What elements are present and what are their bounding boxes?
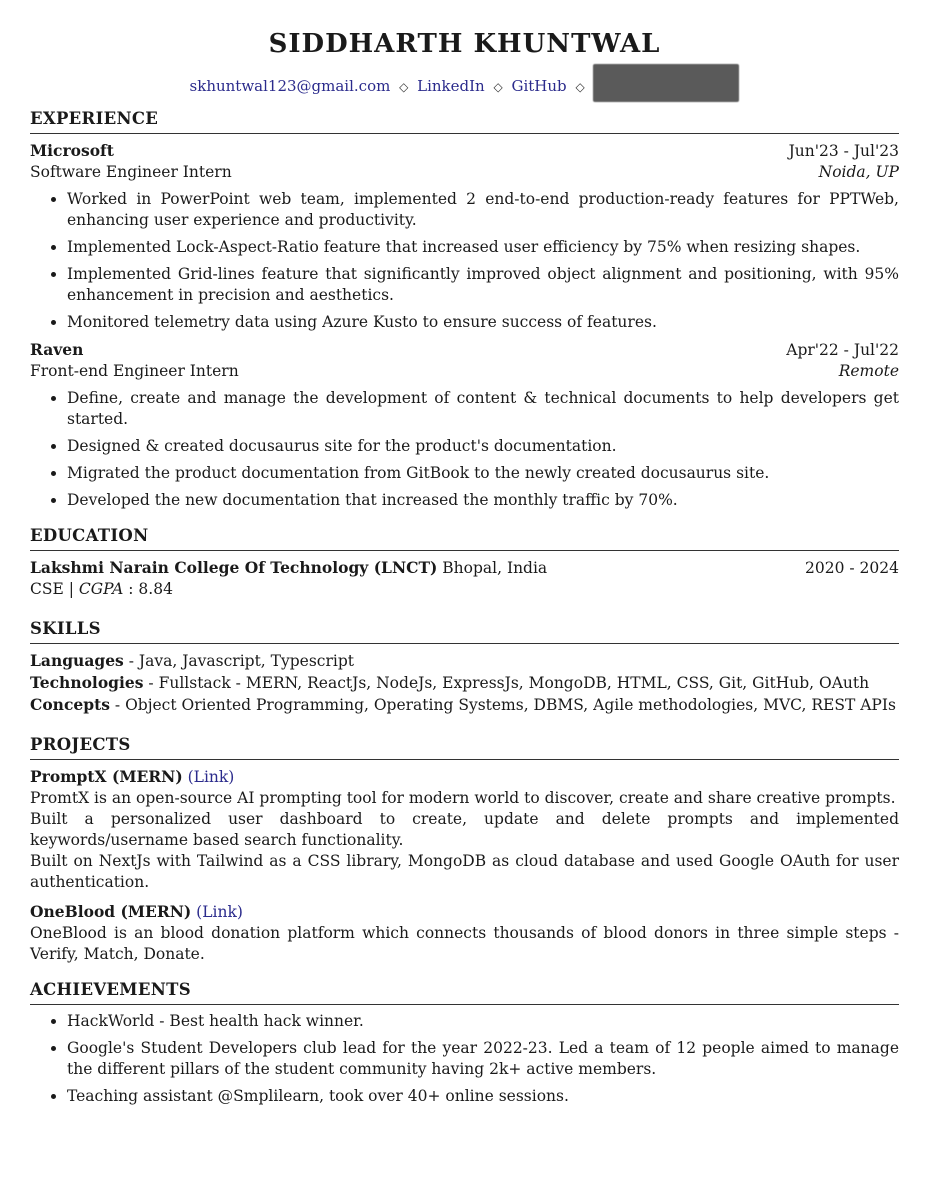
education-branch: CSE | bbox=[30, 580, 74, 598]
project-link[interactable]: (Link) bbox=[187, 768, 235, 786]
linkedin-link[interactable]: LinkedIn bbox=[417, 77, 485, 95]
list-item: • Define, create and manage the development of content & technical documents to help developers get started. bbox=[67, 388, 899, 430]
cgpa-label: CGPA bbox=[78, 580, 124, 598]
skills-section bbox=[30, 618, 899, 716]
skill-value: - Java, Javascript, Typescript bbox=[128, 652, 355, 670]
project-line: Built on NextJs with Tailwind as a CSS library, MongoDB as cloud database and used Google OAuth for user authentication. bbox=[30, 852, 899, 891]
skill-value: - Object Oriented Programming, Operating Systems, DBMS, Agile methodologies, MVC, REST APIs bbox=[114, 696, 896, 714]
list-item: • Google's Student Developers club lead for the year 2022-23. Led a team of 12 people aimed to manage the different pillars of the student community having 2k+ active members. bbox=[67, 1038, 899, 1080]
job-dates: Jun'23 - Jul'23 bbox=[788, 142, 899, 160]
job-location: Noida, UP bbox=[818, 163, 899, 181]
project-line: OneBlood is an blood donation platform which connects thousands of blood donors in three simple steps - Verify, Match, Donate. bbox=[30, 924, 899, 963]
cgpa-value: : 8.84 bbox=[128, 580, 173, 598]
list-item: • Monitored telemetry data using Azure Kusto to ensure success of features. bbox=[67, 312, 899, 333]
project-link[interactable]: (Link) bbox=[196, 903, 243, 921]
project-promptx bbox=[30, 766, 899, 893]
job-role: Software Engineer Intern bbox=[30, 163, 232, 181]
job-role: Front-end Engineer Intern bbox=[30, 362, 239, 380]
job-bullets bbox=[30, 388, 899, 511]
email-link[interactable]: skhuntwal123@gmail.com bbox=[189, 77, 391, 95]
list-item: • Implemented Grid-lines feature that significantly improved object alignment and positioning, with 95% enhancement in precision and aesthetics. bbox=[67, 264, 899, 306]
project-title: OneBlood (MERN) bbox=[30, 902, 192, 921]
education-dates: 2020 - 2024 bbox=[805, 559, 899, 577]
project-oneblood bbox=[30, 901, 899, 965]
project-title: PromptX (MERN) bbox=[30, 767, 183, 786]
list-item: • Developed the new documentation that increased the monthly traffic by 70%. bbox=[67, 490, 899, 511]
list-item: • Migrated the product documentation from GitBook to the newly created docusaurus site. bbox=[67, 463, 899, 484]
project-line: Built a personalized user dashboard to create, update and delete prompts and implemented keywords/username based search functionality. bbox=[30, 810, 899, 849]
experience-heading: EXPERIENCE bbox=[30, 108, 899, 134]
job-company: Raven bbox=[30, 340, 84, 359]
candidate-name: SIDDHARTH KHUNTWAL bbox=[268, 29, 661, 59]
achievement-bullets bbox=[30, 1011, 899, 1107]
job-microsoft bbox=[30, 140, 899, 333]
list-item: • Implemented Lock-Aspect-Ratio feature that increased user efficiency by 75% when resizing shapes. bbox=[67, 237, 899, 258]
project-line: PromtX is an open-source AI prompting tool for modern world to discover, create and share creative prompts. bbox=[30, 789, 896, 807]
job-dates: Apr'22 - Jul'22 bbox=[786, 341, 899, 359]
separator-icon: ◇ bbox=[493, 80, 503, 94]
list-item: • HackWorld - Best health hack winner. bbox=[67, 1011, 899, 1032]
experience-section bbox=[30, 108, 899, 511]
projects-heading: PROJECTS bbox=[30, 734, 899, 760]
redacted-phone-block bbox=[593, 64, 739, 102]
list-item: • Worked in PowerPoint web team, implemented 2 end-to-end production-ready features for PPTWeb, enhancing user experience and productivity. bbox=[67, 189, 899, 231]
job-location: Remote bbox=[838, 362, 899, 380]
skill-row bbox=[30, 650, 899, 672]
list-item: • Teaching assistant @Smplilearn, took over 40+ online sessions. bbox=[67, 1086, 899, 1107]
education-section bbox=[30, 525, 899, 600]
achievements-heading: ACHIEVEMENTS bbox=[30, 979, 899, 1005]
education-heading: EDUCATION bbox=[30, 525, 899, 551]
projects-section bbox=[30, 734, 899, 965]
list-item: • Designed & created docusaurus site for the product's documentation. bbox=[67, 436, 899, 457]
job-company: Microsoft bbox=[30, 141, 114, 160]
separator-icon: ◇ bbox=[399, 80, 409, 94]
skill-label: Languages bbox=[30, 651, 124, 670]
job-bullets bbox=[30, 189, 899, 333]
skill-value: - Fullstack - MERN, ReactJs, NodeJs, ExpressJs, MongoDB, HTML, CSS, Git, GitHub, OAuth bbox=[148, 674, 870, 692]
contact-line bbox=[30, 68, 899, 95]
achievements-section bbox=[30, 979, 899, 1107]
skill-label: Technologies bbox=[30, 673, 144, 692]
skills-heading: SKILLS bbox=[30, 618, 899, 644]
skill-row bbox=[30, 694, 899, 716]
job-raven bbox=[30, 339, 899, 511]
school-place: Bhopal, India bbox=[442, 559, 548, 577]
github-link[interactable]: GitHub bbox=[511, 77, 567, 95]
separator-icon: ◇ bbox=[575, 80, 585, 94]
skill-label: Concepts bbox=[30, 695, 110, 714]
skill-row bbox=[30, 672, 899, 694]
school-name: Lakshmi Narain College Of Technology (LNCT) bbox=[30, 558, 438, 577]
